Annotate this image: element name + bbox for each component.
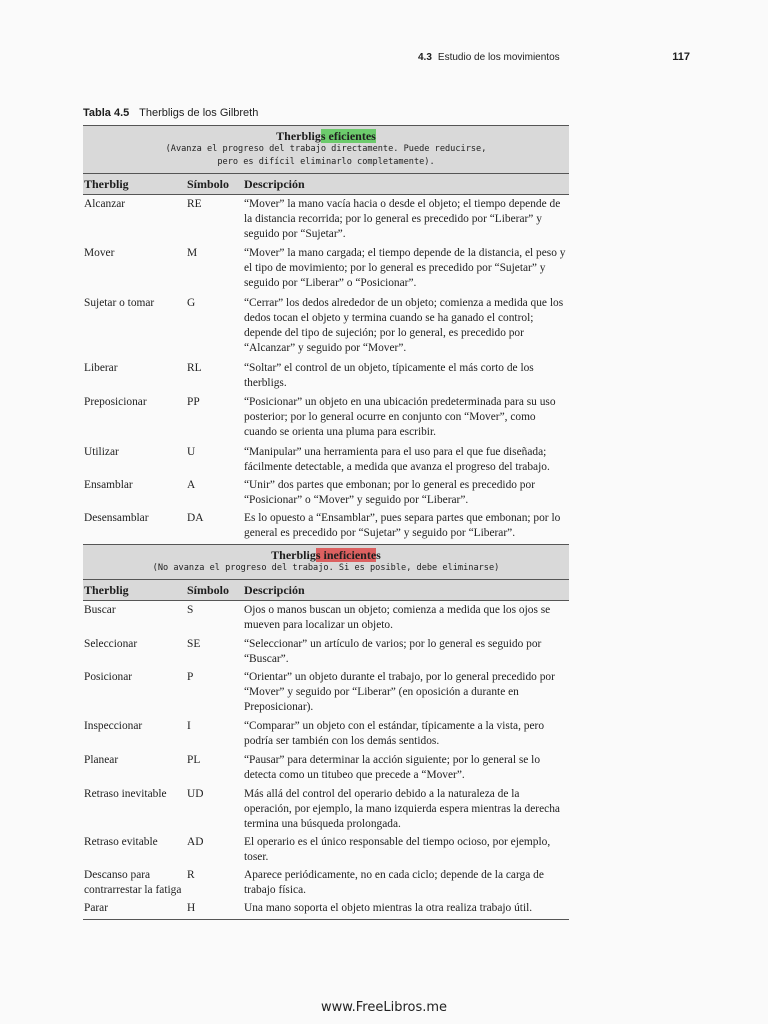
therblig-name: Liberar <box>84 362 118 374</box>
therblig-symbol: UD <box>187 788 204 800</box>
therblig-symbol: PL <box>187 754 201 766</box>
table-row <box>83 246 569 291</box>
therblig-name: Desensamblar <box>84 512 149 524</box>
column-therblig: Therblig <box>84 177 129 191</box>
inefficient-group-title <box>83 548 569 562</box>
column-description: Descripción <box>244 583 305 597</box>
therblig-description: “Cerrar” los dedos alrededor de un objeto; comienza a medida que los dedos tocan el objeto y termina cuando se ha ganado el control; depende del tipo de sujeción; por lo general, es precedido por “Alcanzar” y seguido por “Mover”. <box>244 297 564 354</box>
therblig-name: Parar <box>84 902 109 914</box>
table-row <box>83 361 569 391</box>
table-row <box>83 719 569 749</box>
therblig-description: Una mano soporta el objeto mientras la otra realiza trabajo útil. <box>244 902 533 914</box>
therblig-name: Sujetar o tomar <box>84 297 155 309</box>
therblig-description: “Unir” dos partes que embonan; por lo general es precedido por “Posicionar” o “Mover” y seguido por “Liberar”. <box>244 479 535 506</box>
therblig-description: “Manipular” una herramienta para el uso para el que fue diseñada; fácilmente detectable, a medida que avanza el progreso del trabajo. <box>244 446 550 473</box>
therblig-symbol: G <box>187 297 196 309</box>
therblig-name: Retraso evitable <box>84 836 158 848</box>
efficient-rows <box>83 195 569 541</box>
table-bottom-rule <box>83 919 569 920</box>
title-highlight: s eficientes <box>320 129 376 143</box>
table-row <box>83 395 569 440</box>
therblig-symbol: A <box>187 479 196 491</box>
table-row <box>83 787 569 832</box>
table-row <box>83 753 569 783</box>
therblig-name: Retraso inevitable <box>84 788 167 800</box>
therblig-description: “Mover” la mano cargada; el tiempo depende de la distancia, el peso y el tipo de movimiento; por lo general es precedido por “Sujetar” y seguido por “Liberar” o “Posicionar”. <box>244 247 566 289</box>
therblig-symbol: H <box>187 902 196 914</box>
table-row <box>83 670 569 715</box>
therblig-symbol: M <box>187 247 198 259</box>
table-row <box>83 296 569 356</box>
therblig-name: Utilizar <box>84 446 119 458</box>
table-row <box>83 478 569 508</box>
table-row <box>83 901 569 916</box>
therblig-description: “Posicionar” un objeto en una ubicación predeterminada para su uso posterior; por lo general ocurre en conjunto con “Mover”, como cuando se orienta una pluma para escribir. <box>244 396 556 438</box>
therblig-name: Preposicionar <box>84 396 147 408</box>
title-highlight: s ineficiente <box>315 548 377 562</box>
therblig-symbol: PP <box>187 396 200 408</box>
table-row <box>83 835 569 865</box>
running-head <box>418 51 690 63</box>
table-label: Tabla 4.5 <box>83 107 130 119</box>
therblig-symbol: AD <box>187 836 204 848</box>
efficient-group-subtitle: pero es difícil eliminarlo completamente). <box>217 157 435 167</box>
column-symbol: Símbolo <box>187 177 230 191</box>
column-symbol: Símbolo <box>187 583 230 597</box>
therblig-description: Más allá del control del operario debido a la naturaleza de la operación, por ejemplo, la mano izquierda espera mientras la derecha termina una búsqueda prolongada. <box>244 788 560 830</box>
therbligs-table <box>83 125 569 920</box>
efficient-group-subtitle: (Avanza el progreso del trabajo directamente. Puede reducirse, <box>165 144 487 154</box>
therblig-symbol: I <box>187 720 191 732</box>
therblig-description: “Pausar” para determinar la acción siguiente; por lo general se lo detecta como un titubeo que precede a “Mover”. <box>244 754 541 781</box>
therblig-symbol: R <box>187 869 195 881</box>
efficient-group-header <box>83 125 569 173</box>
table-row <box>83 868 569 898</box>
therblig-symbol: SE <box>187 638 201 650</box>
table-caption <box>83 107 258 119</box>
inefficient-group-subtitle: (No avanza el progreso del trabajo. Si es posible, debe eliminarse) <box>152 563 500 573</box>
page-number: 117 <box>672 51 690 63</box>
efficient-column-header <box>83 173 569 195</box>
therblig-name: Ensamblar <box>84 479 133 491</box>
therblig-description: Ojos o manos buscan un objeto; comienza a medida que los ojos se mueven para localizar un objeto. <box>244 604 551 631</box>
table-row <box>83 445 569 475</box>
column-description: Descripción <box>244 177 305 191</box>
table-row <box>83 603 569 633</box>
therblig-name: Inspeccionar <box>84 720 143 732</box>
therblig-description: Es lo opuesto a “Ensamblar”, pues separa partes que embonan; por lo general es precedido por “Sujetar” y seguido por “Liberar”. <box>244 512 561 539</box>
therblig-symbol: U <box>187 446 196 458</box>
therblig-name: Planear <box>84 754 119 766</box>
therblig-description: “Soltar” el control de un objeto, típicamente el más corto de los therbligs. <box>244 362 534 389</box>
therblig-description: “Comparar” un objeto con el estándar, típicamente a la vista, pero podría ser también con los demás sentidos. <box>244 720 545 747</box>
section-number: 4.3 <box>418 52 432 63</box>
therblig-description: “Mover” la mano vacía hacia o desde el objeto; el tiempo depende de la distancia recorrida; por lo general es precedido por “Liberar” y seguido por “Sujetar”. <box>244 198 561 240</box>
column-therblig: Therblig <box>84 583 129 597</box>
therblig-description: El operario es el único responsable del tiempo ocioso, por ejemplo, toser. <box>244 836 551 863</box>
title-part: s <box>376 548 381 562</box>
title-part: Therblig <box>271 548 316 562</box>
therblig-name: Buscar <box>84 604 116 616</box>
therblig-description: Aparece periódicamente, no en cada ciclo; depende de la carga de trabajo física. <box>244 869 544 896</box>
table-row <box>83 197 569 242</box>
therblig-symbol: P <box>187 671 194 683</box>
therblig-description: “Seleccionar” un artículo de varios; por lo general es seguido por “Buscar”. <box>244 638 542 665</box>
inefficient-rows <box>83 601 569 916</box>
therblig-name: Seleccionar <box>84 638 138 650</box>
therblig-symbol: RL <box>187 362 202 374</box>
therblig-symbol: DA <box>187 512 204 524</box>
footer-watermark: www.FreeLibros.me <box>320 1000 448 1015</box>
therblig-name: Mover <box>84 247 115 259</box>
table-title: Therbligs de los Gilbreth <box>139 107 259 119</box>
efficient-group-title <box>83 129 569 143</box>
therblig-symbol: RE <box>187 198 202 210</box>
inefficient-group-header <box>83 544 569 579</box>
therblig-name: Descanso para contrarrestar la fatiga <box>84 869 182 896</box>
therblig-description: “Orientar” un objeto durante el trabajo, por lo general precedido por “Mover” y seguido por “Liberar” (en oposición a durante en Preposicionar). <box>244 671 555 713</box>
table-row <box>83 511 569 541</box>
inefficient-column-header <box>83 579 569 601</box>
therblig-symbol: S <box>187 604 194 616</box>
title-part: Therblig <box>276 129 321 143</box>
section-title: Estudio de los movimientos <box>437 52 560 63</box>
therblig-name: Posicionar <box>84 671 133 683</box>
therblig-name: Alcanzar <box>84 198 126 210</box>
table-row <box>83 637 569 667</box>
